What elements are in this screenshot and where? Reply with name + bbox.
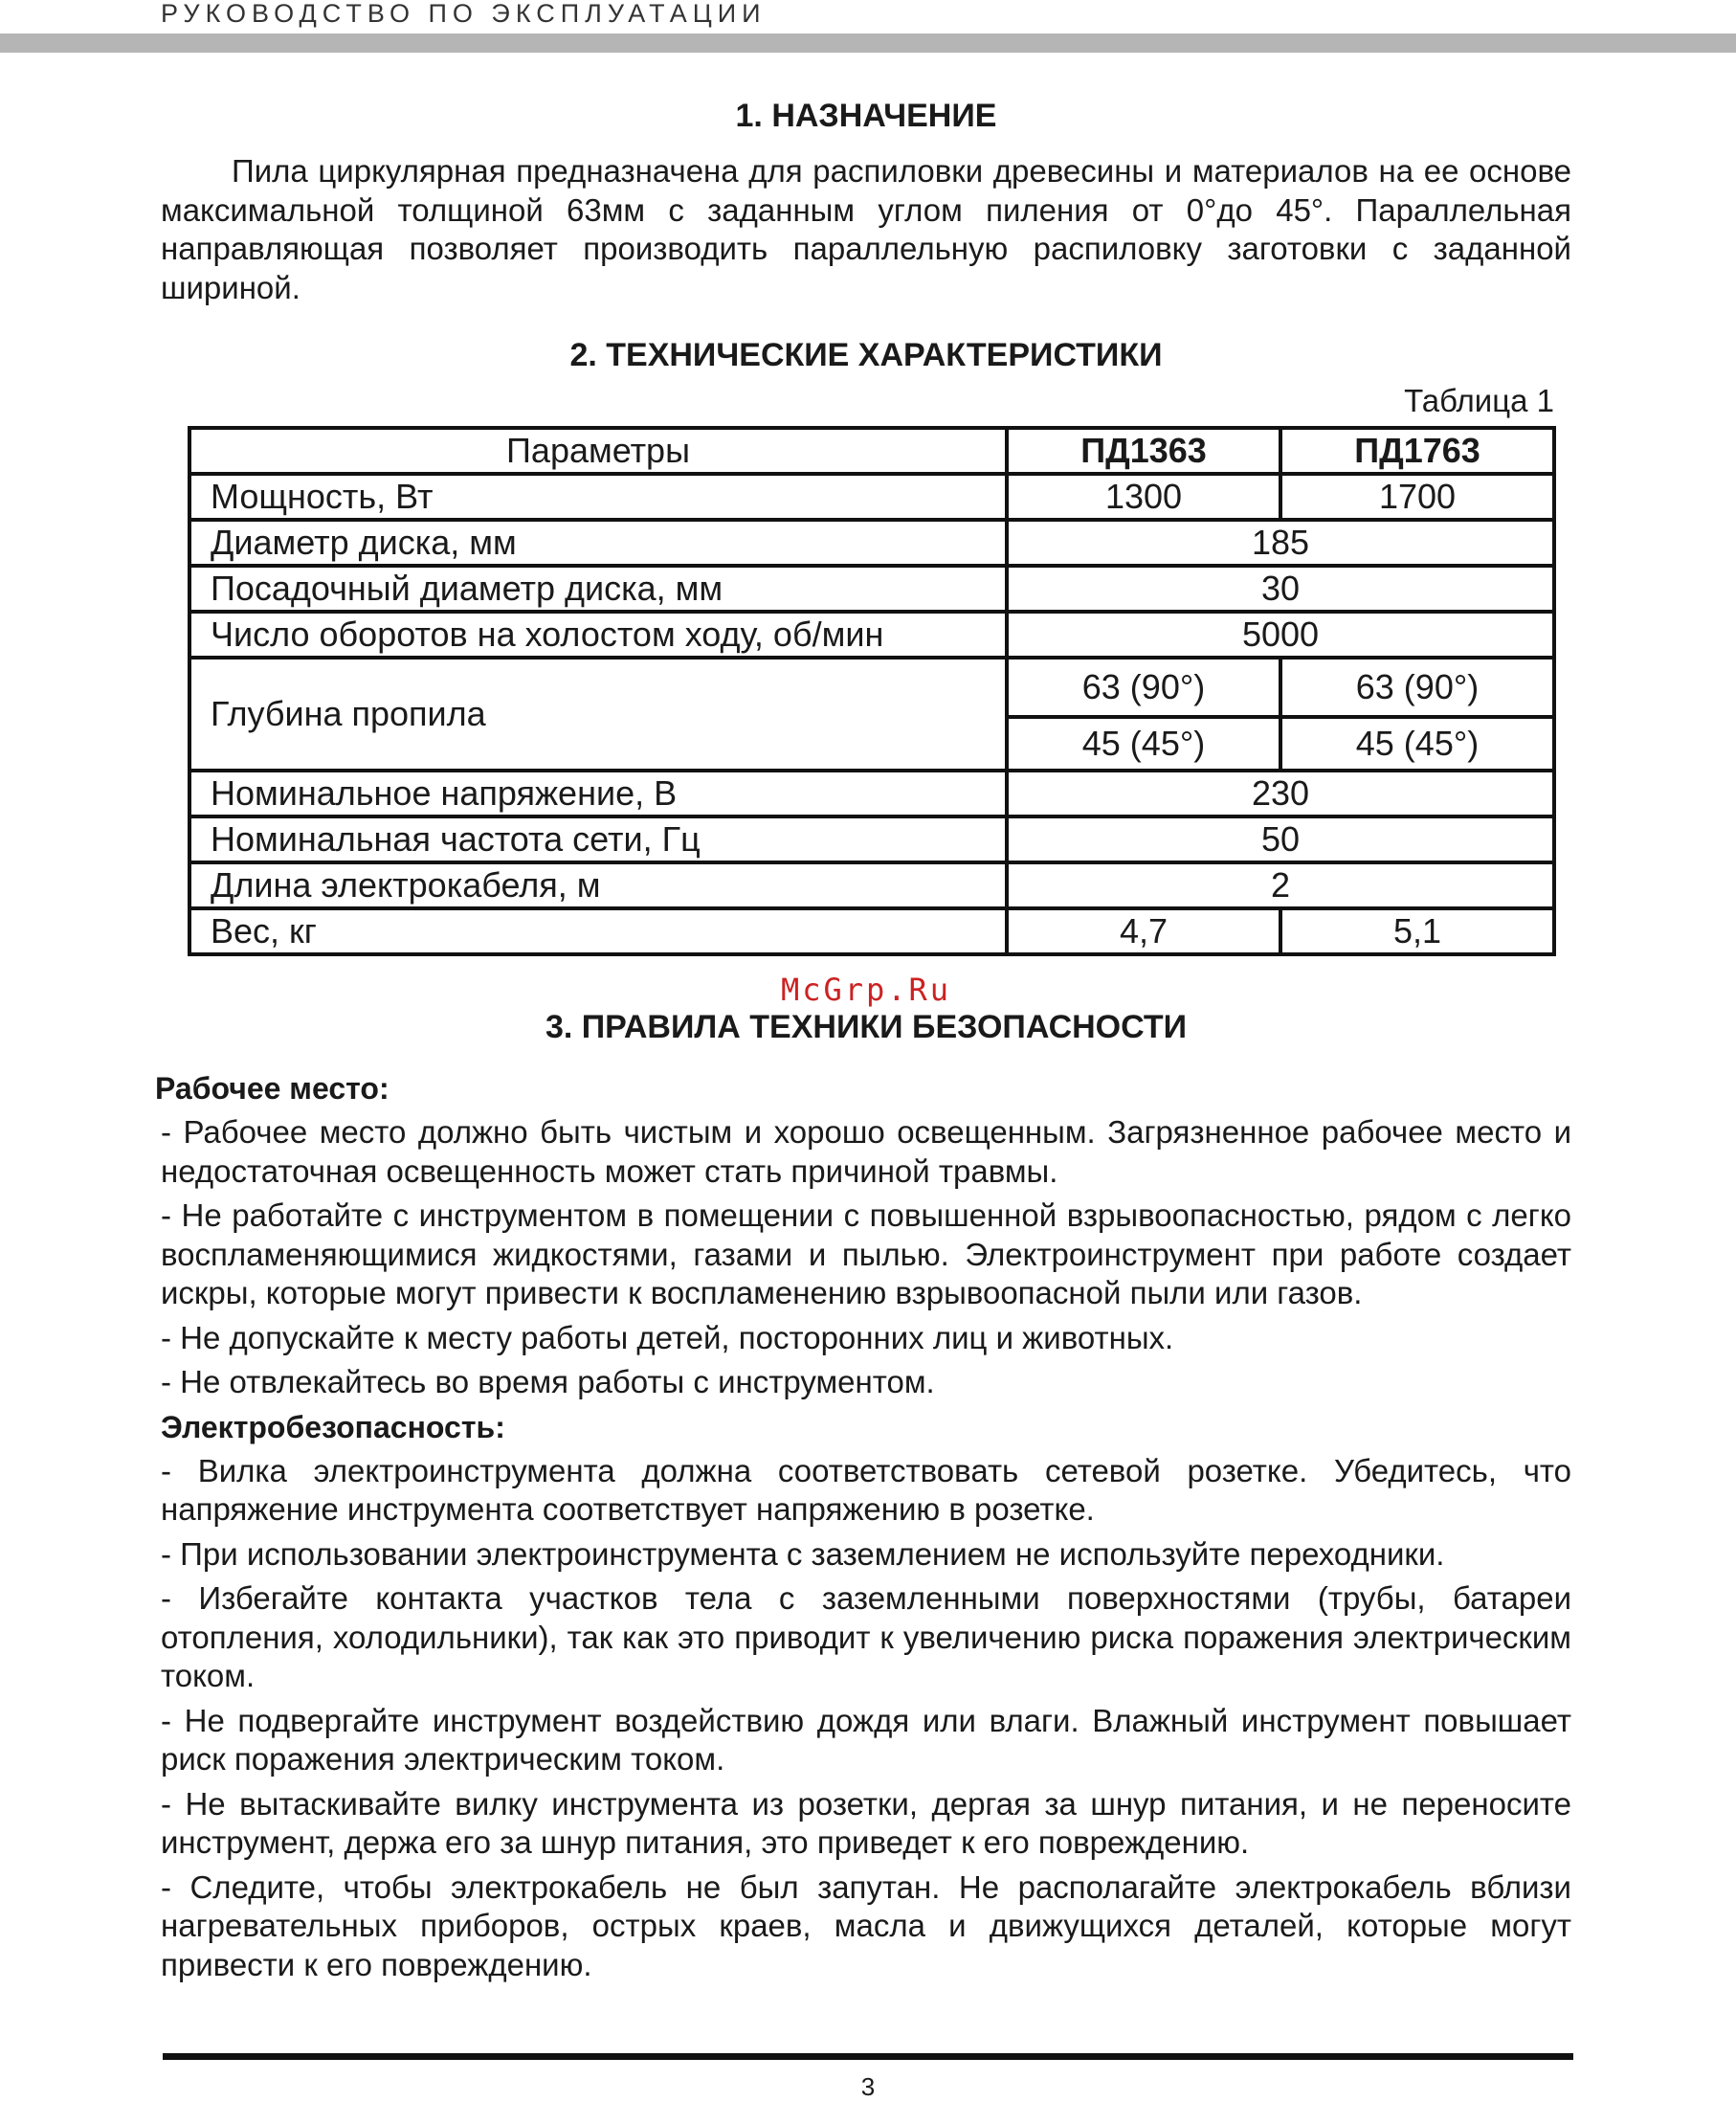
cell-value: 1700	[1280, 474, 1554, 520]
table-row	[189, 771, 1554, 816]
cell-value: 63 (90°)	[1007, 658, 1280, 717]
table-row	[189, 862, 1554, 908]
cell-value: 5,1	[1280, 908, 1554, 954]
row-label: Мощность, Вт	[189, 474, 1007, 520]
rule-item: - Не допускайте к месту работы детей, посторонних лиц и животных.	[161, 1319, 1174, 1355]
row-label: Номинальная частота сети, Гц	[189, 816, 1007, 862]
row-label: Глубина пропила	[189, 658, 1007, 771]
cell-value: 2	[1007, 862, 1554, 908]
row-label: Диаметр диска, мм	[189, 520, 1007, 566]
workplace-title: Рабочее место:	[155, 1071, 389, 1106]
rule-item: - Не подвергайте инструмент воздействию дождя или влаги. Влажный инструмент повышает риск поражения электрическим током.	[161, 1702, 1571, 1777]
cell-value: 1300	[1007, 474, 1280, 520]
spec-table	[188, 426, 1556, 956]
row-label: Посадочный диаметр диска, мм	[189, 566, 1007, 612]
rule-item: - Следите, чтобы электрокабель не был запутан. Не располагайте электрокабель вблизи нагревательных приборов, острых краев, масла и движущихся деталей, которые могут привести к его повреждению.	[161, 1868, 1571, 1982]
table-row	[189, 816, 1554, 862]
cell-value: 185	[1007, 520, 1554, 566]
cell-value: 230	[1007, 771, 1554, 816]
table-row	[189, 658, 1554, 717]
rule-item: - Вилка электроинструмента должна соответствовать сетевой розетке. Убедитесь, что напряжение инструмента соответствует напряжению в розетке.	[161, 1452, 1571, 1527]
section1-text: Пила циркулярная предназначена для распиловки древесины и материалов на ее основе максимальной толщиной 63мм с заданным углом пиления от 0°до 45°. Параллельная направляющая позволяет производить параллельную распиловку заготовки с заданной шириной.	[161, 153, 1571, 305]
cell-value: 4,7	[1007, 908, 1280, 954]
header-bar	[0, 34, 1736, 53]
page-content	[155, 91, 1571, 1984]
table-row	[189, 566, 1554, 612]
table-row	[189, 612, 1554, 658]
table-row	[189, 474, 1554, 520]
rule-item: - Не вытаскивайте вилку инструмента из розетки, дергая за шнур питания, и не переносите инструмент, держа его за шнур питания, это приведет к его повреждению.	[161, 1785, 1571, 1860]
row-label: Длина электрокабеля, м	[189, 862, 1007, 908]
rule-item: - Не работайте с инструментом в помещении с повышенной взрывоопасностью, рядом с легко воспламеняющимися жидкостями, газами и пылью. Электроинструмент при работе создает искры, которые могут привести к воспламенению взрывоопасной пыли или газов.	[161, 1197, 1571, 1310]
page-number: 3	[860, 2072, 876, 2101]
cell-value: 45 (45°)	[1007, 717, 1280, 771]
cell-value: 45 (45°)	[1280, 717, 1554, 771]
rule-item: - Избегайте контакта участков тела с заземленными поверхностями (трубы, батареи отопления, холодильники), так как это приводит к увеличению риска поражения электрическим током.	[161, 1580, 1571, 1693]
watermark: McGrp.Ru	[780, 972, 952, 1008]
section3-heading: 3. ПРАВИЛА ТЕХНИКИ БЕЗОПАСНОСТИ	[545, 1009, 1188, 1045]
table-row	[189, 908, 1554, 954]
section1-heading: 1. НАЗНАЧЕНИЕ	[735, 98, 997, 134]
rule-item: - При использовании электроинструмента с заземлением не используйте переходники.	[161, 1535, 1445, 1572]
cell-value: 5000	[1007, 612, 1554, 658]
cell-value: 63 (90°)	[1280, 658, 1554, 717]
header-model-2: ПД1763	[1280, 428, 1554, 474]
row-label: Число оборотов на холостом ходу, об/мин	[189, 612, 1007, 658]
table-header-row	[189, 428, 1554, 474]
cell-value: 50	[1007, 816, 1554, 862]
row-label: Номинальное напряжение, В	[189, 771, 1007, 816]
table-caption: Таблица 1	[1404, 383, 1554, 418]
header-params: Параметры	[189, 428, 1007, 474]
cell-value: 30	[1007, 566, 1554, 612]
section2-heading: 2. ТЕХНИЧЕСКИЕ ХАРАКТЕРИСТИКИ	[569, 337, 1163, 373]
header-model-1: ПД1363	[1007, 428, 1280, 474]
row-label: Вес, кг	[189, 908, 1007, 954]
electrical-rules	[161, 1452, 1571, 1985]
footer-rule	[163, 2053, 1573, 2060]
running-header: РУКОВОДСТВО ПО ЭКСПЛУАТАЦИИ	[161, 0, 767, 28]
table-row	[189, 520, 1554, 566]
electrical-title: Электробезопасность:	[161, 1409, 505, 1444]
rule-item: - Не отвлекайтесь во время работы с инструментом.	[161, 1364, 935, 1399]
rule-item: - Рабочее место должно быть чистым и хорошо освещенным. Загрязненное рабочее место и недостаточная освещенность может стать причиной травмы.	[161, 1114, 1571, 1189]
workplace-rules	[161, 1113, 1571, 1402]
